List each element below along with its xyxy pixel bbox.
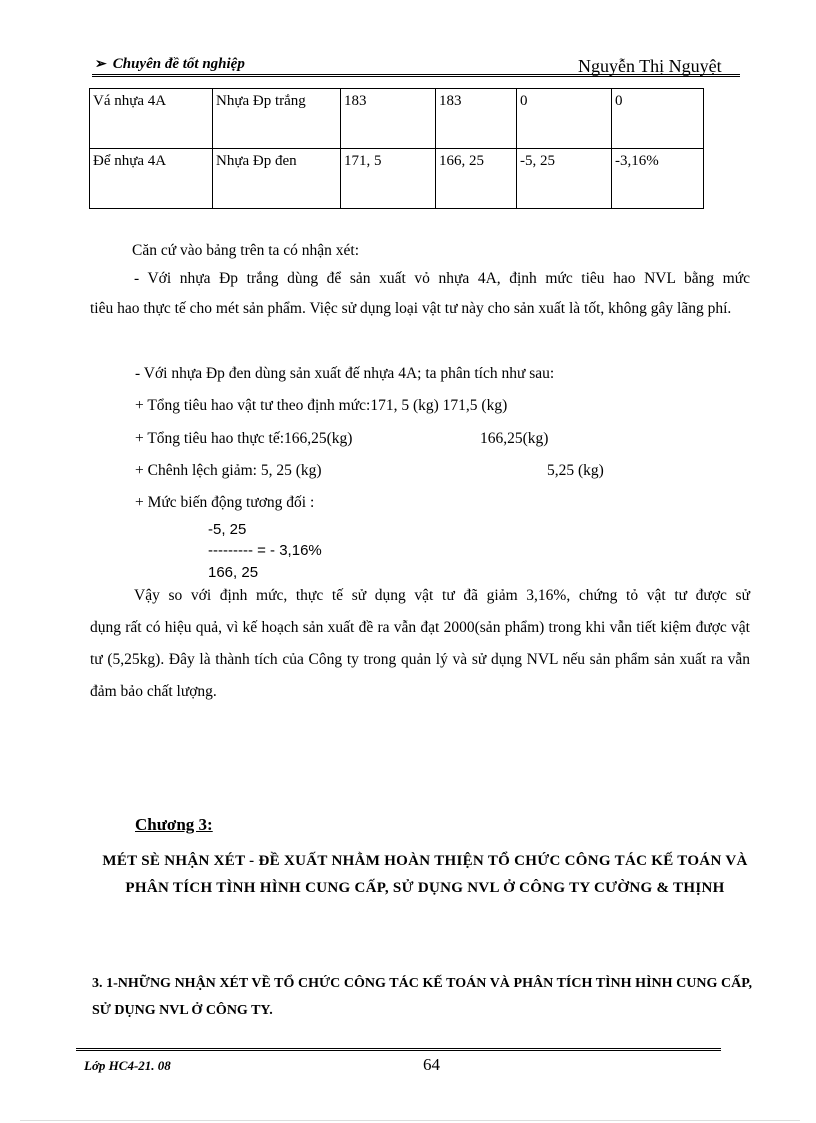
fraction-numerator: -5, 25: [208, 521, 247, 538]
table-cell: 183: [341, 89, 436, 149]
footer-rule: [76, 1048, 721, 1051]
header-rule: [92, 74, 740, 77]
chapter-title: MÉT SÈ NHẬN XÉT - ĐỀ XUẤT NHẰM HOÀN THIỆN TỔ CHỨC CÔNG TÁC KẾ TOÁN VÀ PHÂN TÍCH TÌNH HÌNH CUNG CẤP, SỬ DỤNG NVL Ở CÔNG TY CƯỜNG & THỊNH: [102, 853, 748, 896]
actual-consumption-value: 166,25(kg): [480, 430, 549, 447]
header-left-text: Chuyên đề tốt nghiệp: [112, 56, 245, 72]
table-cell: 0: [612, 89, 704, 149]
table-cell: -3,16%: [612, 149, 704, 209]
table-cell: -5, 25: [517, 149, 612, 209]
table-cell: Nhựa Đp đen: [213, 149, 341, 209]
header-title: [95, 56, 245, 73]
fraction-bar: --------- = - 3,16%: [208, 542, 322, 559]
black-plastic-paragraph: - Với nhựa Đp đen dùng sản xuất đế nhựa 4A; ta phân tích như sau:: [135, 365, 555, 382]
chapter-label: Chương 3:: [135, 815, 213, 834]
section-heading: 3. 1-NHỮNG NHẬN XÉT VỀ TỔ CHỨC CÔNG TÁC KẾ TOÁN VÀ PHÂN TÍCH TÌNH HÌNH CUNG CẤP, SỬ DỤNG NVL Ở CÔNG TY.: [92, 976, 752, 1018]
table-row: [90, 149, 704, 209]
paragraph-text: tiêu hao thực tế cho mét sản phẩm. Việc sử dụng loại vật tư này cho sản xuất là tốt, không gây lãng phí.: [90, 300, 732, 317]
actual-consumption-line: + Tổng tiêu hao thực tế:166,25(kg): [135, 430, 353, 447]
table-cell: Để nhựa 4A: [90, 149, 213, 209]
table-cell: 183: [436, 89, 517, 149]
white-plastic-paragraph: [90, 264, 750, 324]
intro-paragraph: Căn cứ vào bảng trên ta có nhận xét:: [132, 242, 360, 259]
table-cell: 166, 25: [436, 149, 517, 209]
header-author: Nguyễn Thị Nguyệt: [578, 56, 722, 76]
material-table: [89, 88, 704, 209]
table-cell: Nhựa Đp trắng: [213, 89, 341, 149]
fraction-denominator: 166, 25: [208, 564, 259, 581]
paragraph-text: dụng rất có hiệu quả, vì kế hoạch sản xuất đề ra vẫn đạt 2000(sản phẩm) trong khi vẫn tiết kiệm được vật tư (5,25kg). Đây là thành tích của Công ty trong quản lý và sử dụng NVL nếu sản phẩm sản xuất ra vẫn đảm bảo chất lượng.: [90, 619, 750, 700]
table-cell: 0: [517, 89, 612, 149]
page-number: 64: [423, 1055, 440, 1074]
page-edge: [20, 1120, 800, 1121]
table-row: [90, 89, 704, 149]
relative-change-line: + Mức biến động tương đối :: [135, 494, 315, 511]
footer-class: Lớp HC4-21. 08: [84, 1058, 171, 1073]
norm-consumption-line: + Tổng tiêu hao vật tư theo định mức:171, 5 (kg) 171,5 (kg): [135, 397, 508, 414]
conclusion-paragraph: [90, 580, 750, 708]
arrow-bullet-icon: ➢: [95, 57, 107, 72]
paragraph-line: Vậy so với định mức, thực tế sử dụng vật tư đã giảm 3,16%, chứng tỏ vật tư được sử: [134, 587, 750, 604]
table-cell: 171, 5: [341, 149, 436, 209]
difference-value: 5,25 (kg): [547, 462, 604, 479]
table-cell: Vá nhựa 4A: [90, 89, 213, 149]
difference-line: + Chênh lệch giảm: 5, 25 (kg): [135, 462, 322, 479]
paragraph-line: - Với nhựa Đp trắng dùng để sản xuất vỏ nhựa 4A, định mức tiêu hao NVL bằng mức: [134, 270, 750, 287]
